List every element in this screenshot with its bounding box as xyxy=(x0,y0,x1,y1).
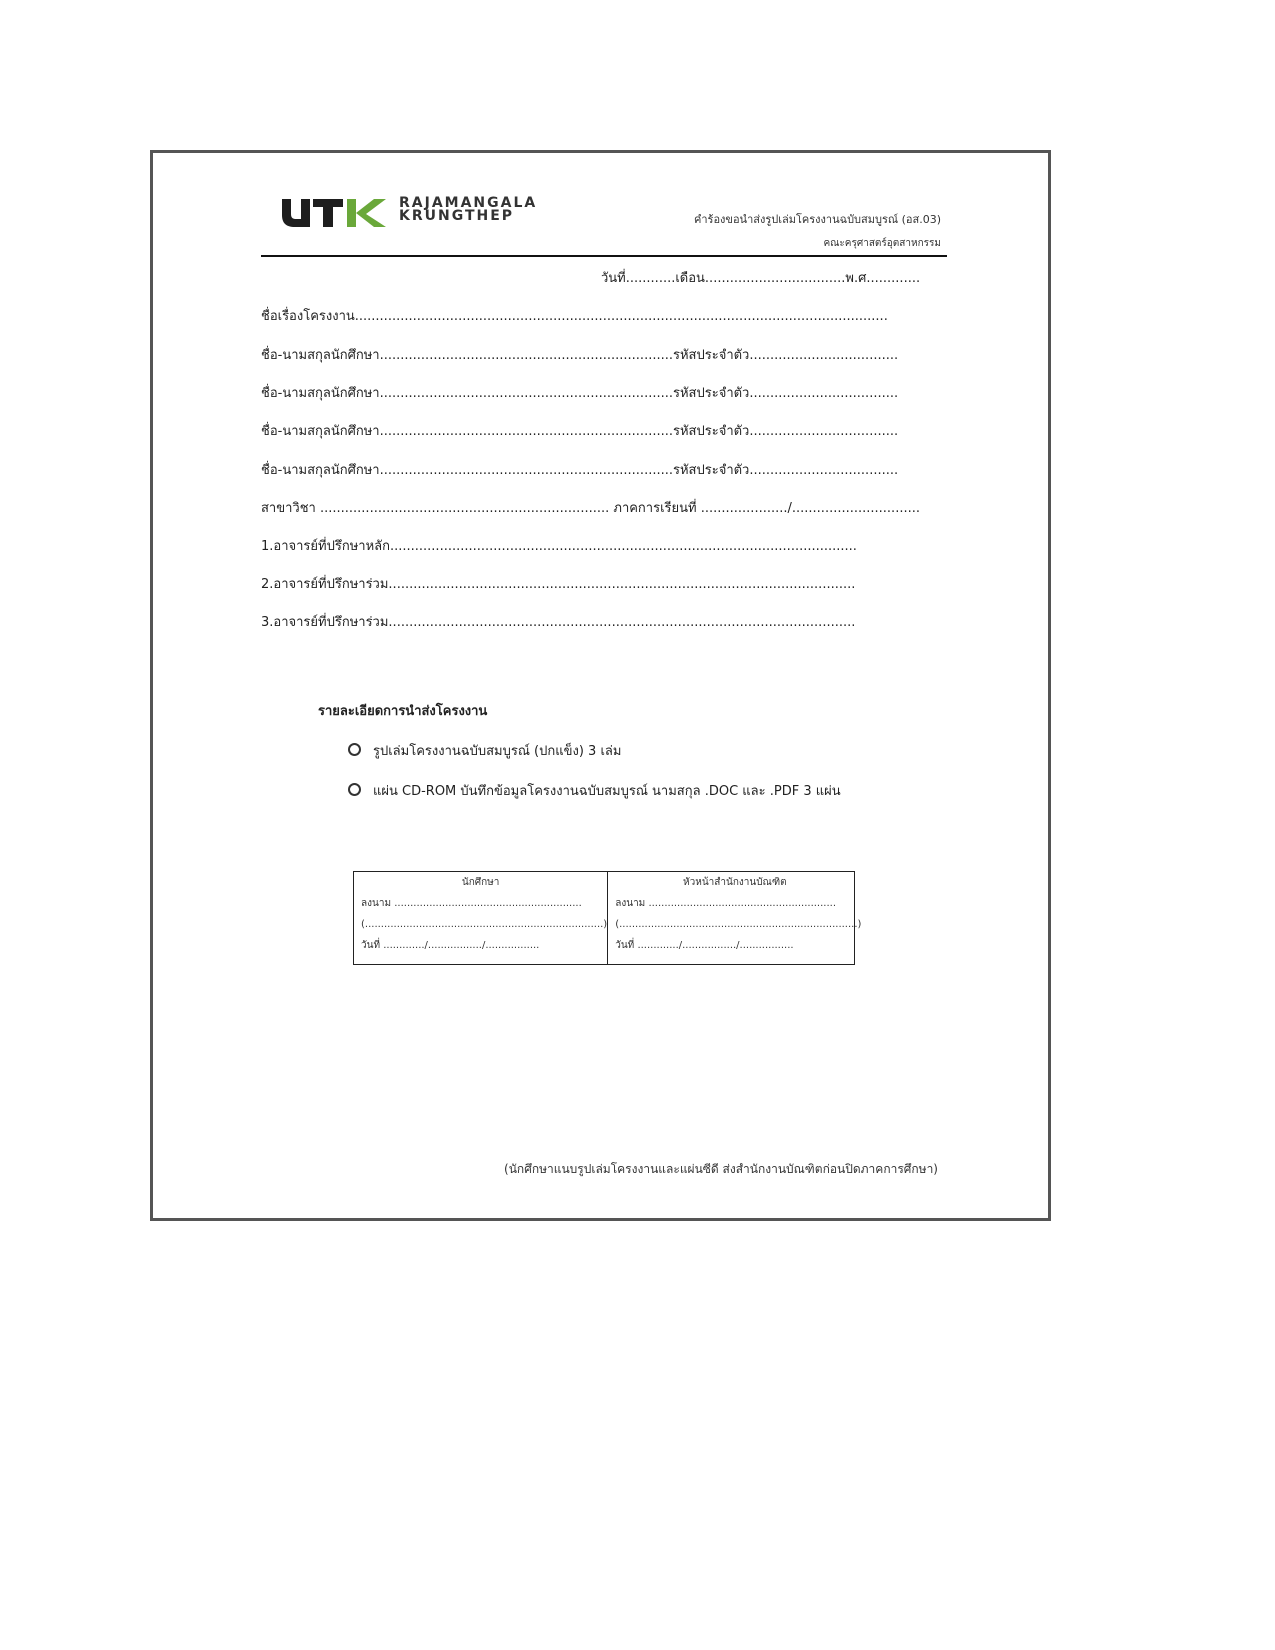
university-name xyxy=(399,197,537,223)
student-3-field[interactable]: ชื่อ-นามสกุลนักศึกษา.......................................................................รหัสประจำตัว.................................... xyxy=(261,424,899,439)
footer-note: (นักศึกษาแนบรูปเล่มโครงงานและแผ่นซีดี ส่งสำนักงานบัณฑิตก่อนปิดภาคการศึกษา) xyxy=(504,1162,938,1176)
utk-logo-mark xyxy=(280,197,392,227)
student-signature-column xyxy=(354,872,607,964)
office-head-sign-field[interactable]: ลงนาม ........................................................... xyxy=(615,898,836,909)
form-title: คำร้องขอนำส่งรูปเล่มโครงงานฉบับสมบูรณ์ (อส.03) xyxy=(694,213,941,226)
student-signature-heading: นักศึกษา xyxy=(461,877,500,888)
logo-line-2: KRUNGTHEP xyxy=(399,208,515,224)
office-head-date-field[interactable]: วันที่ ............./................./................. xyxy=(615,940,794,951)
office-head-name-field[interactable]: (...........................................................................) xyxy=(615,919,862,930)
advisor-co-1-field[interactable]: 2.อาจารย์ที่ปรึกษาร่วม................................................................................................................. xyxy=(261,577,856,592)
date-field[interactable]: วันที่............เดือน..................................พ.ศ............. xyxy=(601,271,921,286)
university-logo xyxy=(280,195,538,229)
office-head-signature-column xyxy=(607,872,861,964)
logo-line-1: RAJAMANGALA xyxy=(399,195,538,211)
document-page xyxy=(150,150,1051,1221)
student-date-field[interactable]: วันที่ ............./................./................. xyxy=(361,940,540,951)
submission-item-label: รูปเล่มโครงงานฉบับสมบูรณ์ (ปกแข็ง) 3 เล่ม xyxy=(373,744,622,759)
student-name-field[interactable]: (...........................................................................) xyxy=(361,919,608,930)
advisor-main-field[interactable]: 1.อาจารย์ที่ปรึกษาหลัก................................................................................................................. xyxy=(261,539,857,554)
submission-item-bound-report[interactable] xyxy=(348,740,621,761)
faculty-name: คณะครุศาสตร์อุตสาหกรรม xyxy=(823,238,941,249)
header-divider xyxy=(261,255,947,257)
office-head-signature-heading: หัวหน้าสำนักงานบัณฑิต xyxy=(683,877,787,888)
submission-item-cd-rom[interactable] xyxy=(348,780,841,801)
submission-item-label: แผ่น CD-ROM บันทึกข้อมูลโครงงานฉบับสมบูรณ์ นามสกุล .DOC และ .PDF 3 แผ่น xyxy=(373,784,841,799)
student-2-field[interactable]: ชื่อ-นามสกุลนักศึกษา.......................................................................รหัสประจำตัว.................................... xyxy=(261,386,899,401)
radio-circle-icon[interactable] xyxy=(348,743,361,756)
student-1-field[interactable]: ชื่อ-นามสกุลนักศึกษา.......................................................................รหัสประจำตัว.................................... xyxy=(261,348,899,363)
signature-table xyxy=(353,871,862,965)
student-sign-field[interactable]: ลงนาม ........................................................... xyxy=(361,898,582,909)
student-4-field[interactable]: ชื่อ-นามสกุลนักศึกษา.......................................................................รหัสประจำตัว.................................... xyxy=(261,463,899,478)
advisor-co-2-field[interactable]: 3.อาจารย์ที่ปรึกษาร่วม................................................................................................................. xyxy=(261,615,856,630)
major-term-field[interactable]: สาขาวิชา ...................................................................... ภาคการเรียนที่ ...................../............................... xyxy=(261,501,920,516)
submission-details-title: รายละเอียดการนำส่งโครงงาน xyxy=(318,704,488,719)
project-title-field[interactable]: ชื่อเรื่องโครงงาน................................................................................................................................. xyxy=(261,309,888,324)
radio-circle-icon[interactable] xyxy=(348,783,361,796)
